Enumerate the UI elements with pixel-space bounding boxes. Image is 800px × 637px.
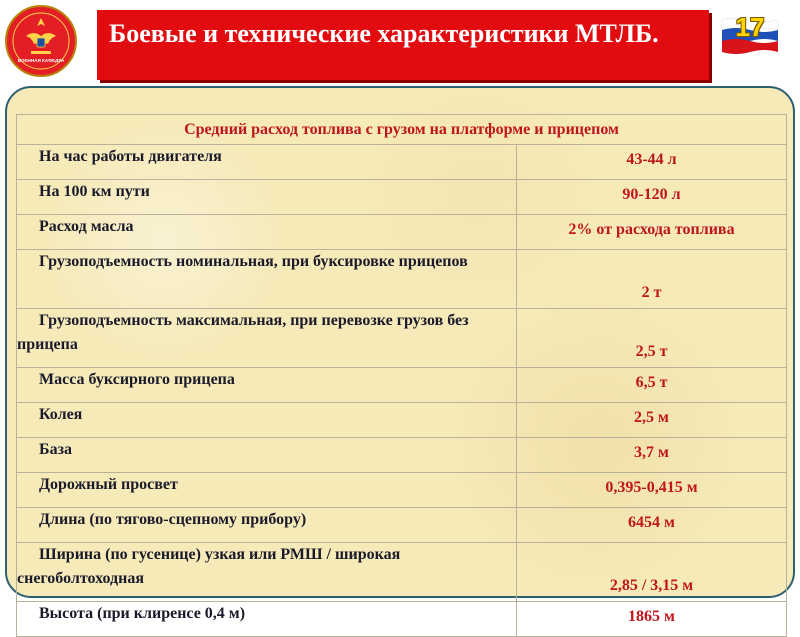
table-row: [17, 145, 787, 180]
row-value: 6454 м: [517, 508, 787, 543]
row-value: 2,85 / 3,15 м: [517, 543, 787, 602]
row-value: 0,395-0,415 м: [517, 473, 787, 508]
row-value: 2,5 т: [517, 309, 787, 368]
row-label-text: Грузоподъемность номинальная, при буксировке прицепов: [39, 253, 468, 270]
row-label: [17, 543, 517, 602]
row-label: [17, 250, 517, 309]
table-header-row: [17, 115, 787, 145]
row-label-text: Высота (при клиренсе 0,4 м): [39, 605, 246, 622]
row-label-text: Ширина (по гусенице) узкая или РМШ / широкая снегоболтоходная: [17, 546, 401, 587]
row-label: [17, 602, 517, 637]
table-row: [17, 180, 787, 215]
title-banner: [97, 10, 709, 80]
row-label: [17, 145, 517, 180]
row-label: [17, 473, 517, 508]
table-row: [17, 438, 787, 473]
row-label: [17, 438, 517, 473]
row-value: 43-44 л: [517, 145, 787, 180]
table-row: [17, 215, 787, 250]
row-label-text: Грузоподъемность максимальная, при перевозке грузов без прицепа: [17, 312, 469, 353]
row-label-text: Расход масла: [39, 218, 134, 235]
row-value: 1865 м: [517, 602, 787, 637]
table-row: [17, 602, 787, 637]
table-row: [17, 403, 787, 438]
row-label-text: Дорожный просвет: [39, 476, 178, 493]
row-label-text: Колея: [39, 406, 83, 423]
row-value: 2,5 м: [517, 403, 787, 438]
slide-title: Боевые и технические характеристики МТЛБ.: [109, 19, 659, 48]
table-row: [17, 368, 787, 403]
row-value: 2% от расхода топлива: [517, 215, 787, 250]
content-panel: [5, 86, 795, 625]
table-row: [17, 250, 787, 309]
row-label: [17, 180, 517, 215]
specs-table: [16, 114, 787, 637]
row-label-text: На 100 км пути: [39, 183, 150, 200]
row-label: [17, 309, 517, 368]
row-label-text: На час работы двигателя: [39, 148, 222, 165]
military-department-emblem: [4, 4, 78, 78]
table-header: Средний расход топлива с грузом на платформе и прицепом: [17, 115, 787, 145]
svg-text:ВОЕННАЯ КАФЕДРА: ВОЕННАЯ КАФЕДРА: [17, 58, 65, 63]
row-label-text: База: [39, 441, 73, 458]
row-label: [17, 368, 517, 403]
row-label: [17, 403, 517, 438]
row-value: 2 т: [517, 250, 787, 309]
slide-number: 17: [735, 12, 765, 42]
table-row: [17, 508, 787, 543]
table-row: [17, 309, 787, 368]
row-label-text: Длина (по тягово-сцепному прибору): [39, 511, 307, 528]
table-row: [17, 543, 787, 602]
row-value: 3,7 м: [517, 438, 787, 473]
row-value: 6,5 т: [517, 368, 787, 403]
row-label: [17, 215, 517, 250]
row-label: [17, 508, 517, 543]
row-label-text: Масса буксирного прицепа: [39, 371, 235, 388]
table-row: [17, 473, 787, 508]
row-value: 90-120 л: [517, 180, 787, 215]
